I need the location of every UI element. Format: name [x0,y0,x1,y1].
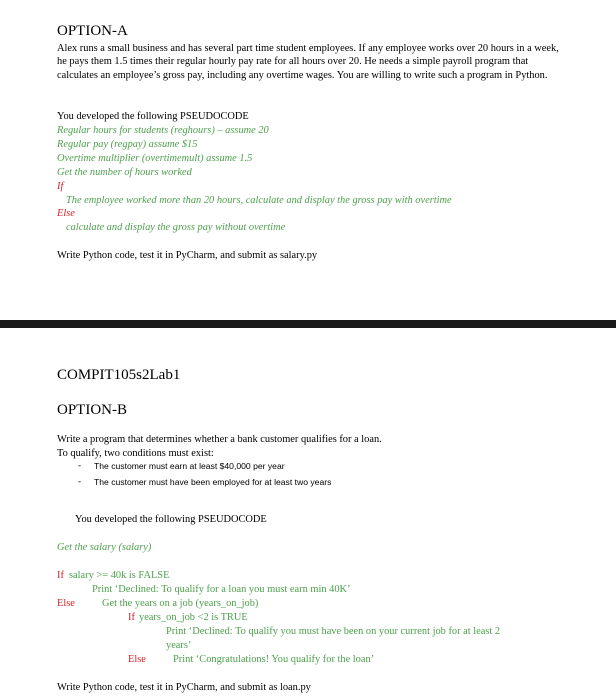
pseudo-get-years: Get the years on a job (years_on_job) [102,598,259,609]
pseudo-if-body: The employee worked more than 20 hours, calculate and display the gross pay with overtime [66,195,452,206]
pseudo-print-declined-salary: Print ‘Declined: To qualify for a loan you must earn min 40K’ [92,584,351,595]
option-b-title: OPTION-B [57,402,127,418]
option-b-intro-2: To qualify, two conditions must exist: [57,448,214,459]
course-code: COMPIT105s2Lab1 [57,367,181,383]
pseudo-line-reghours: Regular hours for students (reghours) – assume 20 [57,125,269,136]
page-divider [0,320,616,328]
option-a-intro: Alex runs a small business and has several part time student employees. If any employee works over 20 hours in a week, he pays them 1.5 times their regular hourly pay rate for all hours over 20. He needs a simple payroll program that calculates an employee’s gross pay, including any overtime wages. You are willing to write such a program in Python. [57,43,559,81]
document-page-option-b [0,328,616,700]
pseudo-else-keyword: Else [57,598,75,609]
pseudo-get-salary: Get the salary (salary) [57,542,152,553]
pseudo-line-get-hours: Get the number of hours worked [57,167,192,178]
bullet-marker: - [78,476,81,486]
option-a-title: OPTION-A [57,23,128,39]
option-b-intro-1: Write a program that determines whether a bank customer qualifies for a loan. [57,434,382,445]
pseudo-if-condition: salary >= 40k is FALSE [69,570,170,581]
option-a-pseudo-heading: You developed the following PSEUDOCODE [57,111,249,122]
pseudo-print-declined-years-cont: years’ [166,640,192,651]
bullet-item-employment: The customer must have been employed for at least two years [94,477,332,487]
pseudo-print-congratulations: Print ‘Congratulations! You qualify for the loan’ [173,654,375,665]
pseudo-if-keyword: If [57,181,64,192]
pseudo-if-keyword: If [57,570,64,581]
pseudo-else-body: calculate and display the gross pay without overtime [66,222,286,233]
document-page-option-a [0,0,616,320]
bullet-marker: - [78,460,81,470]
pseudo-if2-condition: years_on_job <2 is TRUE [139,612,248,623]
bullet-item-earnings: The customer must earn at least $40,000 per year [94,461,285,471]
option-a-instruction: Write Python code, test it in PyCharm, and submit as salary.py [57,250,318,261]
option-b-instruction: Write Python code, test it in PyCharm, and submit as loan.py [57,682,311,693]
pseudo-if2-keyword: If [128,612,135,623]
pseudo-else-keyword: Else [57,208,75,219]
pseudo-line-regpay: Regular pay (regpay) assume $15 [57,139,198,150]
option-b-pseudo-heading: You developed the following PSEUDOCODE [75,514,267,525]
pseudo-print-declined-years: Print ‘Declined: To qualify you must have been on your current job for at least 2 [166,626,501,637]
pseudo-line-overtimemult: Overtime multiplier (overtimemult) assume 1.5 [57,153,253,164]
pseudo-else2-keyword: Else [128,654,146,665]
